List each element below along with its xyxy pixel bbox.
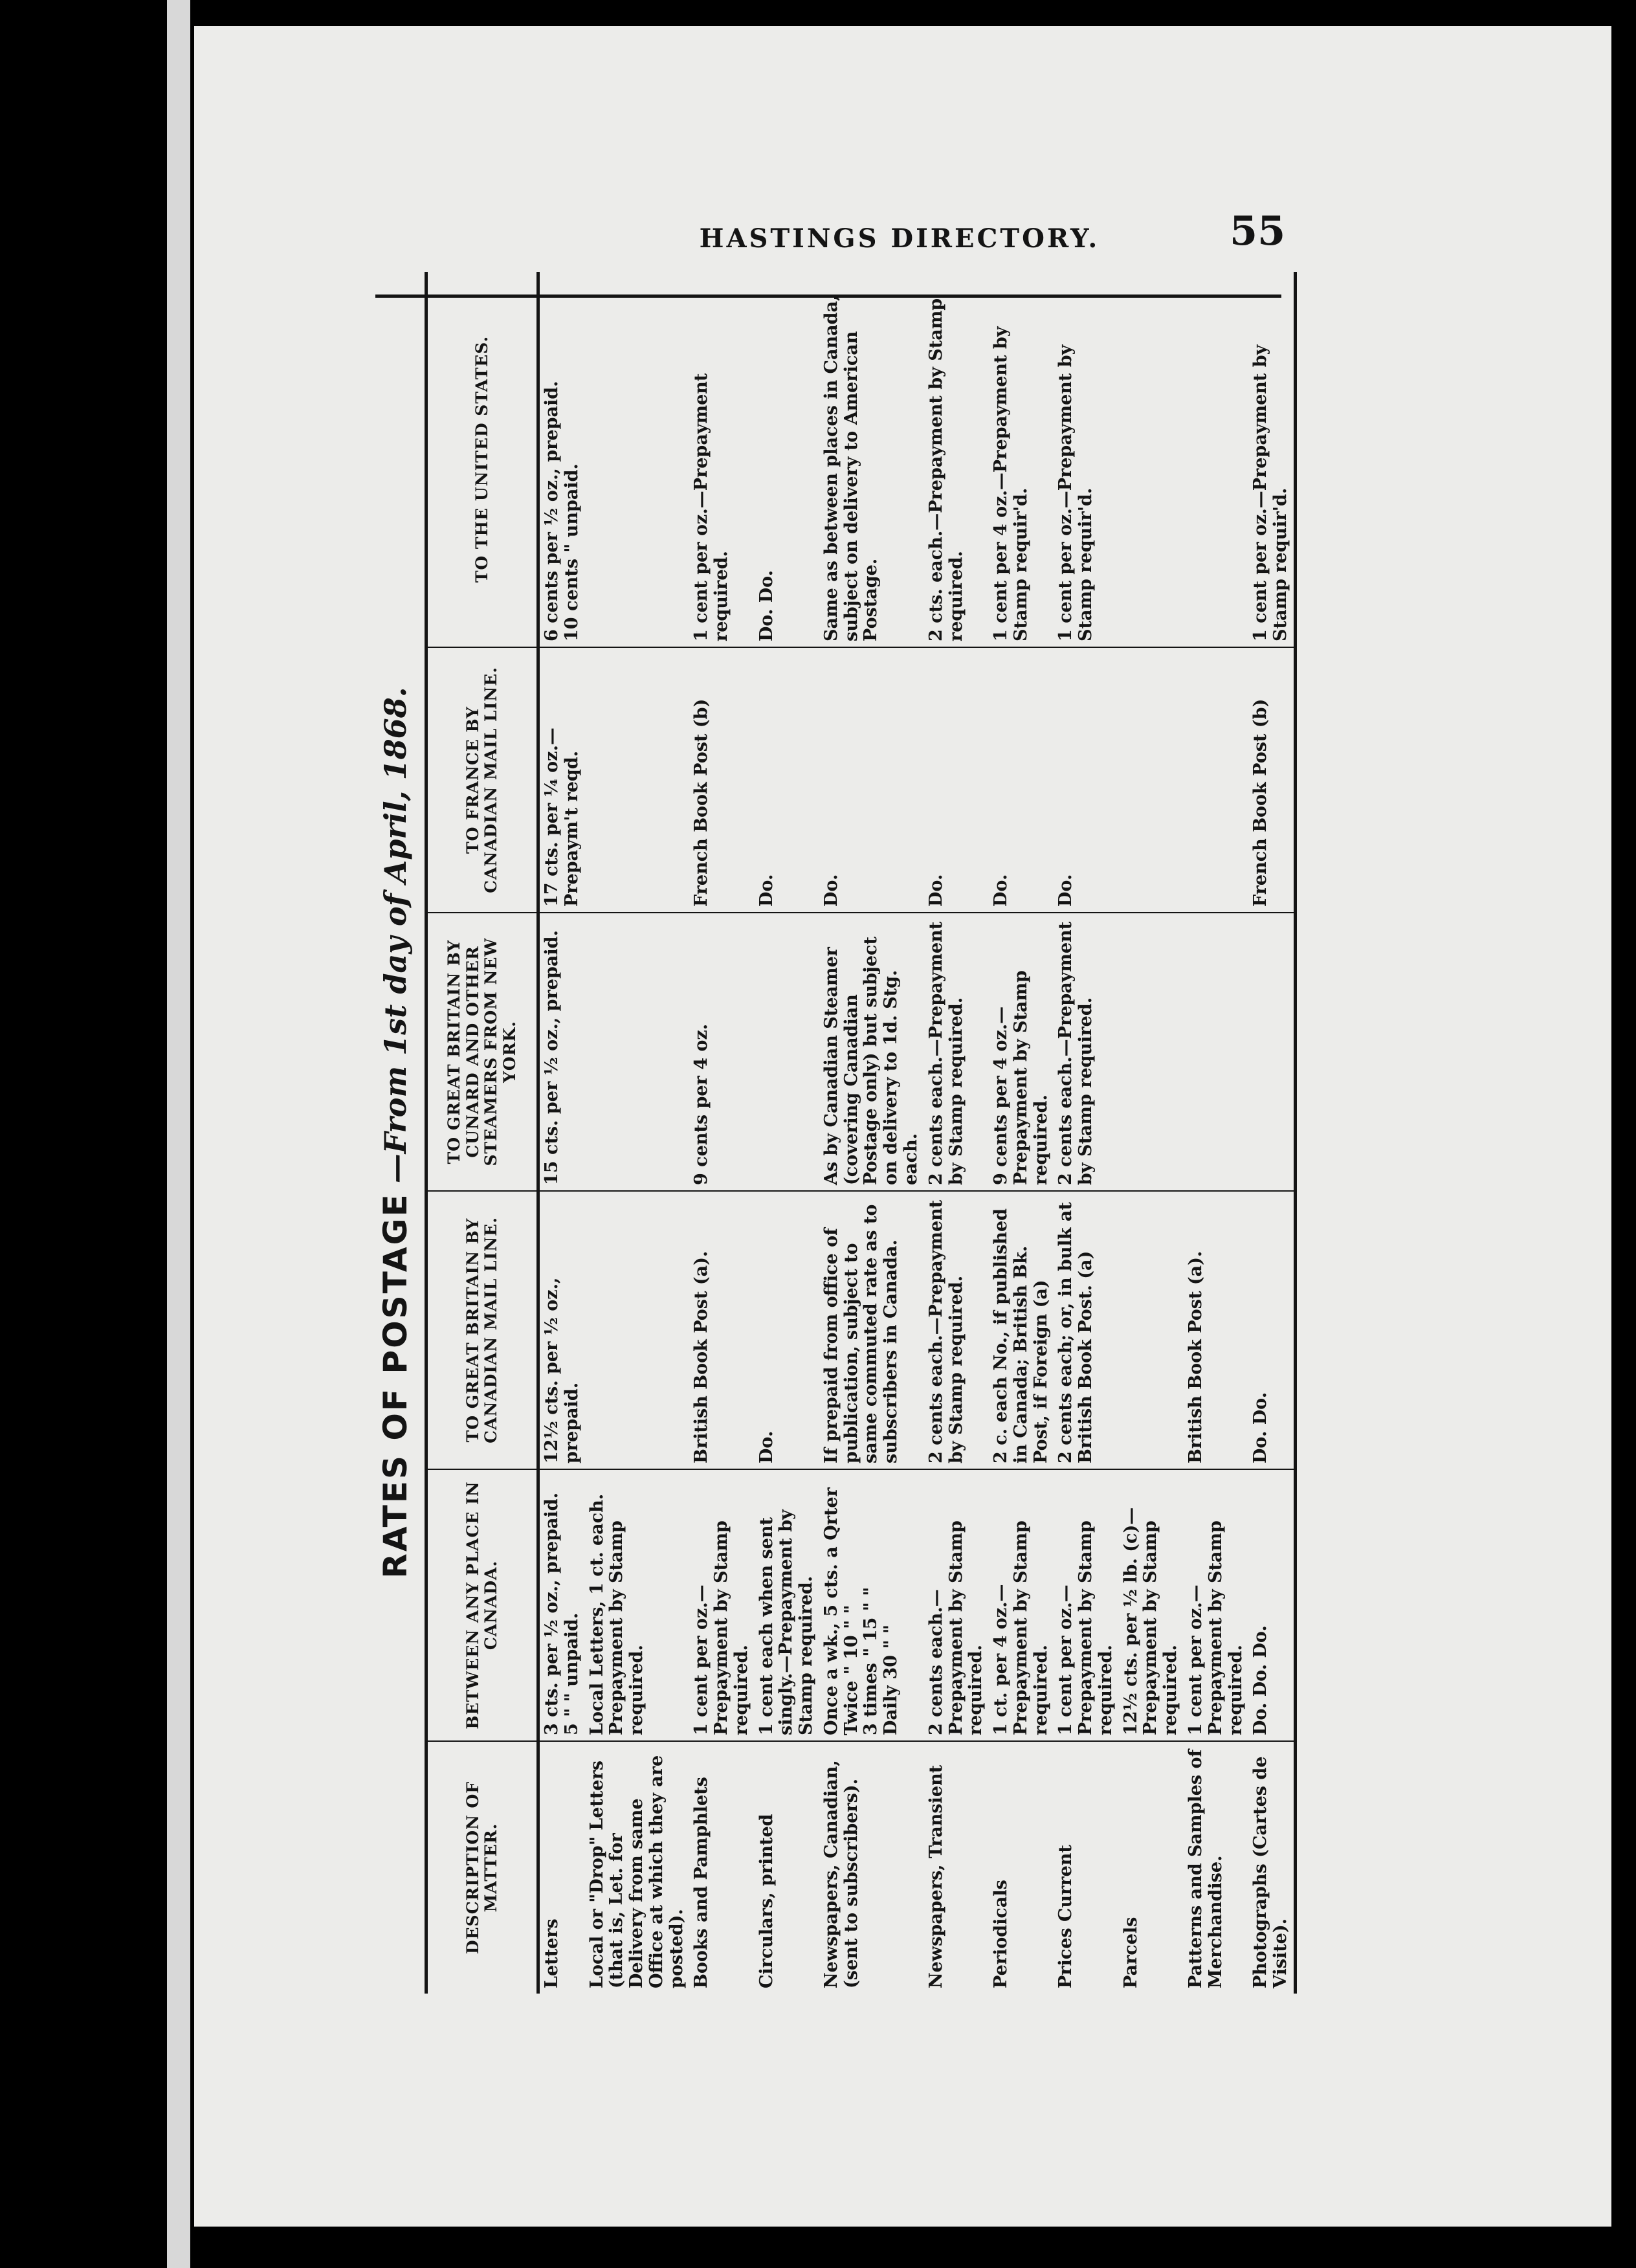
table-row	[689, 272, 754, 1994]
column-header: TO GREAT BRITAIN BY CUNARD AND OTHER STEAMERS FROM NEW YORK.	[426, 913, 538, 1191]
table-cell: 1 cent per 4 oz.—Prepayment by Stamp requir'd.	[989, 272, 1054, 647]
table-cell: 2 cents each; or, in bulk at British Book Post. (a)	[1054, 1191, 1118, 1469]
table-cell: Newspapers, Canadian, (sent to subscribers).	[821, 1760, 861, 1988]
table-cell: Do. Do.	[755, 272, 819, 647]
table-header-row	[426, 272, 538, 1994]
table-cell: 6 cents per ½ oz., prepaid. 10 cents " unpaid.	[538, 272, 585, 647]
table-cell: 2 cents each.—Prepayment by Stamp required.	[924, 1469, 989, 1741]
column-header: TO THE UNITED STATES.	[426, 272, 538, 647]
table-row	[755, 272, 819, 1994]
table-cell: 1 ct. per 4 oz.—Prepayment by Stamp required.	[989, 1469, 1054, 1741]
table-cell: Parcels	[1120, 1917, 1141, 1988]
table-row	[585, 272, 690, 1994]
table-cell: As by Canadian Steamer (covering Canadian Postage only) but subject on delivery to 1d. Stg. each.	[819, 913, 924, 1191]
table-row	[1119, 272, 1184, 1994]
table-cell	[1184, 913, 1248, 1191]
table-row	[1184, 272, 1248, 1994]
table-cell: 1 cent per oz.—Prepayment by Stamp requir'd.	[1248, 272, 1295, 647]
table-cell: British Book Post (a).	[689, 1191, 754, 1469]
table-cell: French Book Post (b)	[1248, 647, 1295, 913]
table-cell	[1184, 647, 1248, 913]
table-cell: 17 cts. per ¼ oz.—Prepaym't reqd.	[538, 647, 585, 913]
table-cell	[1119, 272, 1184, 647]
table-cell	[1119, 913, 1184, 1191]
table-cell: Once a wk., 5 cts. a Qrter Twice " 10 " " 3 times " 15 " " Daily 30 " "	[819, 1469, 924, 1741]
table-cell	[585, 1191, 690, 1469]
table-cell: 1 cent per oz.—Prepayment by Stamp required.	[1184, 1469, 1248, 1741]
table-row	[924, 272, 989, 1994]
table-cell: Do.	[755, 1191, 819, 1469]
table-cell: Books and Pamphlets	[691, 1777, 712, 1988]
table-row	[989, 272, 1054, 1994]
table-cell: 1 cent each when sent singly.—Prepayment by Stamp required.	[755, 1469, 819, 1741]
table-cell: 9 cents per 4 oz.—Prepayment by Stamp required.	[989, 913, 1054, 1191]
column-header: DESCRIPTION OF MATTER.	[426, 1741, 538, 1994]
table-cell	[585, 913, 690, 1191]
table-cell: 2 cents each.—Prepayment by Stamp required.	[924, 1191, 989, 1469]
table-cell: Do.	[989, 647, 1054, 913]
table-cell: 9 cents per 4 oz.	[689, 913, 754, 1191]
table-cell: Photographs (Cartes de Visite).	[1248, 1741, 1295, 1994]
table-cell: 12½ cts. per ½ lb. (c)—Prepayment by Stamp required.	[1119, 1469, 1184, 1741]
column-header: TO FRANCE BY CANADIAN MAIL LINE.	[426, 647, 538, 913]
table-cell: Circulars, printed	[756, 1814, 777, 1988]
table-cell: Do.	[1054, 647, 1118, 913]
table-cell	[1119, 647, 1184, 913]
table-cell: 1 cent per oz.—Prepayment required.	[689, 272, 754, 647]
postage-rates-table	[425, 272, 1297, 1994]
table-cell: 15 cts. per ½ oz., prepaid.	[538, 913, 585, 1191]
column-header: BETWEEN ANY PLACE IN CANADA.	[426, 1469, 538, 1741]
title-subtitle: —From 1st day of April, 1868.	[378, 687, 413, 1184]
table-row	[819, 272, 924, 1994]
table-cell: Prices Current	[1056, 1845, 1076, 1988]
table-cell	[1184, 272, 1248, 647]
column-header: TO GREAT BRITAIN BY CANADIAN MAIL LINE.	[426, 1191, 538, 1469]
table-cell: 12½ cts. per ½ oz., prepaid.	[538, 1191, 585, 1469]
table-cell	[1248, 913, 1295, 1191]
table-cell: Newspapers, Transient	[925, 1764, 946, 1988]
table-cell: 2 c. each No., if published in Canada; British Bk. Post, if Foreign (a)	[989, 1191, 1054, 1469]
table-cell: Letters	[542, 1918, 562, 1988]
table-cell: Local Letters, 1 ct. each. Prepayment by Stamp required.	[585, 1469, 690, 1741]
table-cell: Local or "Drop" Letters (that is, Let. for Delivery from same Office at which they are posted).	[586, 1755, 687, 1988]
table-cell: Do.	[924, 647, 989, 913]
table-cell: Do. Do.	[1248, 1191, 1295, 1469]
table-cell: Patterns and Samples of Merchandise.	[1185, 1749, 1226, 1988]
table-cell: Do.	[755, 647, 819, 913]
table-row	[1248, 272, 1295, 1994]
table-cell: British Book Post (a).	[1184, 1191, 1248, 1469]
table-cell	[755, 913, 819, 1191]
table-cell: 1 cent per oz.—Prepayment by Stamp required.	[1054, 1469, 1118, 1741]
table-cell: Do.	[819, 647, 924, 913]
table-cell: 2 cents each.—Prepayment by Stamp required.	[924, 913, 989, 1191]
table-cell	[1119, 1191, 1184, 1469]
binding-gutter	[167, 0, 190, 2268]
table-cell: Same as between places in Canada, subject on delivery to American Postage.	[819, 272, 924, 647]
table-cell: 2 cts. each.—Prepayment by Stamp required.	[924, 272, 989, 647]
table-cell	[585, 272, 690, 647]
table-cell: 2 cents each.—Prepayment by Stamp required.	[1054, 913, 1118, 1191]
table-cell: 1 cent per oz.—Prepayment by Stamp required.	[689, 1469, 754, 1741]
table-cell: If prepaid from office of publication, subject to same commuted rate as to subscribers in Canada.	[819, 1191, 924, 1469]
table-cell: 1 cent per oz.—Prepayment by Stamp requir'd.	[1054, 272, 1118, 647]
table-cell	[585, 647, 690, 913]
table-title	[366, 272, 425, 1994]
table-row	[1054, 272, 1118, 1994]
table-cell: French Book Post (b)	[689, 647, 754, 913]
table-cell: 3 cts. per ½ oz., prepaid. 5 " " unpaid.	[538, 1469, 585, 1741]
table-cell: Do. Do. Do.	[1248, 1469, 1295, 1741]
title-main: RATES OF POSTAGE	[377, 1192, 414, 1579]
page-number: 55	[1230, 207, 1286, 254]
table-cell: Periodicals	[991, 1880, 1011, 1988]
table-row	[538, 272, 585, 1994]
postage-rates-section	[366, 272, 1291, 1994]
running-head: HASTINGS DIRECTORY.	[699, 223, 1100, 254]
